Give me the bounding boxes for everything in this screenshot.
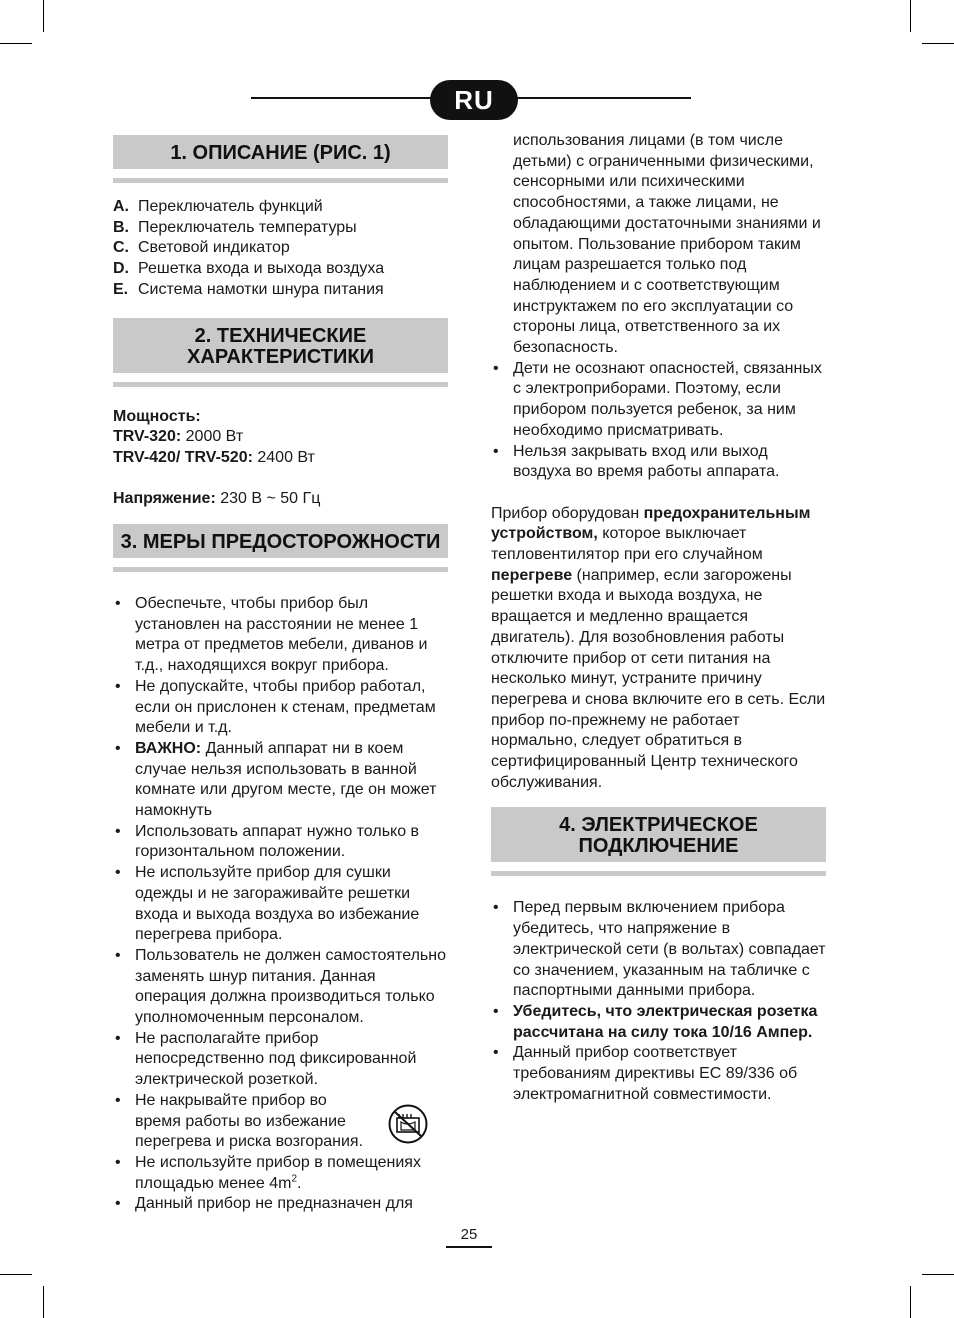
list-item: • Не накрывайте прибор во время работы во избежание перегрева и риска возгорания. [113, 1091, 448, 1153]
list-item: • Не используйте прибор для сушки одежды и не загораживайте решетки входа и выхода воздуха во избежание перегрева прибора. [113, 863, 448, 946]
section-title-electrical: 4. ЭЛЕКТРИЧЕСКОЕ ПОДКЛЮЧЕНИЕ [491, 807, 826, 862]
section-rule [491, 871, 826, 876]
section-rule [113, 567, 448, 572]
legend-item: D. Решетка входа и выхода воздуха [113, 260, 385, 278]
list-item: • Данный прибор не предназначен для [113, 1194, 448, 1215]
list-item: • Не допускайте, чтобы прибор работал, если он прислонен к стенам, предметам мебели и т.д. [113, 677, 448, 739]
section-title-safety: 3. МЕРЫ ПРЕДОСТОРОЖНОСТИ [113, 524, 448, 558]
legend-item: E. Система намотки шнура питания [113, 280, 384, 298]
language-badge: RU [430, 80, 518, 120]
legend-item: C. Световой индикатор [113, 239, 290, 257]
list-item: • Нельзя закрывать вход или выход воздуха во время работы аппарата. [491, 442, 826, 483]
section-title-specs: 2. ТЕХНИЧЕСКИЕ ХАРАКТЕРИСТИКИ [113, 318, 448, 373]
crop-mark [43, 0, 44, 32]
parts-legend [113, 197, 448, 301]
section-rule [113, 382, 448, 387]
crop-mark [922, 43, 954, 44]
list-item: • Перед первым включением прибора убедитесь, что напряжение в электрической сети (в вольтах) совпадает со значением, указанным на табличке с паспортными данными прибора. [491, 898, 826, 1002]
do-not-cover-icon [387, 1103, 429, 1145]
list-item: • Использовать аппарат нужно только в горизонтальном положении. [113, 822, 448, 863]
legend-item: A. Переключатель функций [113, 198, 323, 215]
header-rule-right [515, 97, 691, 99]
crop-mark [910, 0, 911, 32]
list-item: • Не используйте прибор в помещениях площадью менее $4m^2$. [113, 1153, 448, 1194]
section-rule [113, 178, 448, 183]
list-item: • Пользователь не должен самостоятельно заменять шнур питания. Данная операция должна производиться только уполномоченным персоналом. [113, 946, 448, 1029]
left-column [113, 135, 448, 1215]
header-rule-left [251, 97, 433, 99]
crop-mark [0, 1274, 32, 1275]
list-item: • ВАЖНО: Данный аппарат ни в коем случае нельзя использовать в ванной комнате или другом месте, где он может намокнуть [113, 739, 448, 822]
thermal-protection-paragraph: Прибор оборудован предохранительным устройством, которое выключает тепловентилятор при его случайном перегреве (например, если загорожены решетки входа и выхода воздуха, не вращается и медленно вращается двигатель). Для возобновления работы отключите прибор от сети питания на несколько минут, устраните причину перегрева и снова включите его в сеть. Если прибор по-прежнему не работает нормально, следует обратиться в сертифицированный Центр технического обслуживания. [491, 504, 826, 791]
right-column [491, 131, 826, 1106]
electrical-list [491, 898, 826, 1105]
specs-block [113, 407, 448, 511]
list-item: • Обеспечьте, чтобы прибор был установлен на расстоянии не менее 1 метра от предметов мебели, диванов и т.д., находящихся вокруг прибора. [113, 594, 448, 677]
safety-list-continued [491, 359, 826, 483]
spec-row: TRV-320: 2000 Вт [113, 428, 244, 446]
legend-item: B. Переключатель температуры [113, 218, 357, 236]
voltage-row: Напряжение: 230 В ~ 50 Гц [113, 490, 321, 508]
spec-row: TRV-420/ TRV-520: 2400 Вт [113, 448, 315, 466]
power-label: Мощность: [113, 407, 201, 425]
list-item: • Убедитесь, что электрическая розетка рассчитана на силу тока 10/16 Ампер. [491, 1002, 826, 1043]
list-item: • Данный прибор соответствует требованиям директивы ЕС 89/336 об электромагнитной совместимости. [491, 1043, 826, 1105]
page-number: 25 [446, 1226, 492, 1248]
section-title-description: 1. ОПИСАНИЕ (РИС. 1) [113, 135, 448, 169]
list-item: • Не располагайте прибор непосредственно под фиксированной электрической розеткой. [113, 1029, 448, 1091]
crop-mark [922, 1274, 954, 1275]
list-item: • Дети не осознают опасностей, связанных с электроприборами. Поэтому, если прибором пользуется ребенок, за ним необходимо присматривать. [491, 359, 826, 442]
crop-mark [43, 1286, 44, 1318]
crop-mark [0, 43, 32, 44]
crop-mark [910, 1286, 911, 1318]
safety-continuation: использования лицами (в том числе детьми) с ограниченными физическими, сенсорными или психическими способностями, а также лицами, не обладающими достаточными знаниями и опытом. Пользование прибором таким лицам разрешается только под наблюдением и с соответствующим инструктажем по его эксплуатации со стороны лица, ответственного за их безопасность. [513, 132, 821, 357]
